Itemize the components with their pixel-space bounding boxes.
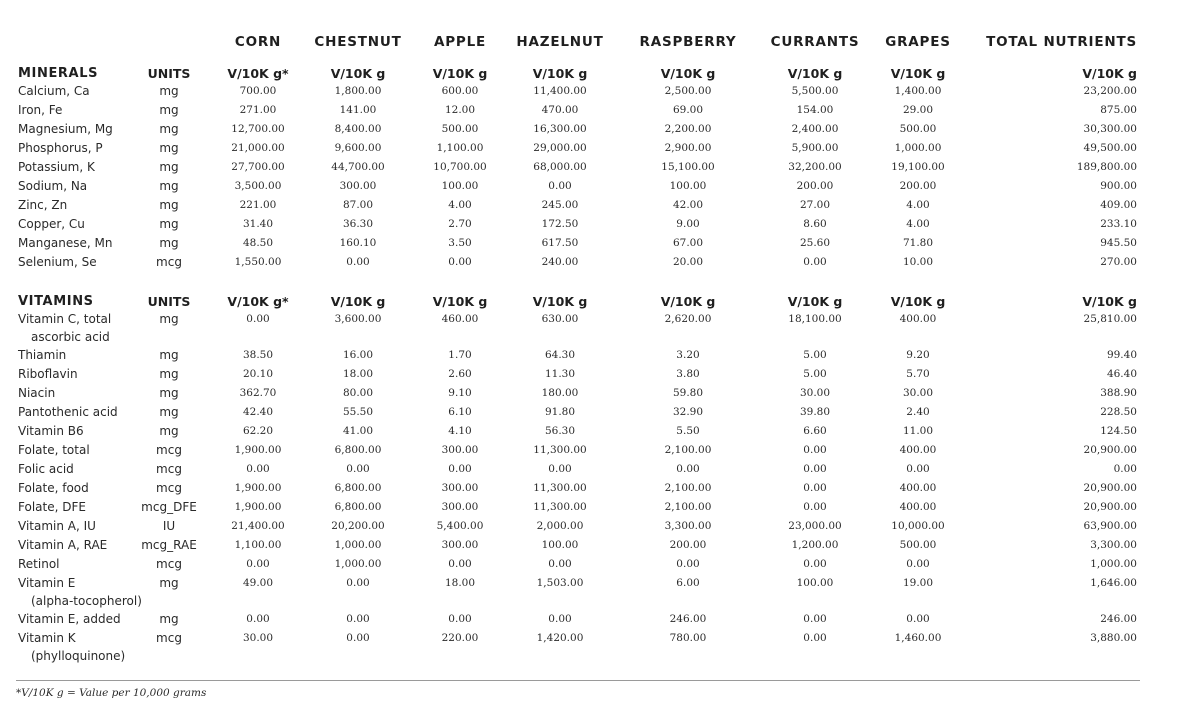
table-cell: 5.50 [676, 425, 700, 437]
row-label: Vitamin B6 [18, 424, 84, 438]
column-unit-label: V/10K g [532, 66, 588, 81]
table-cell: 100.00 [669, 180, 707, 192]
table-cell: 91.80 [544, 406, 576, 418]
table-cell: 1,000.00 [894, 142, 942, 154]
table-cell: 700.00 [239, 85, 277, 97]
table-cell: 1,900.00 [234, 444, 282, 456]
table-cell: 48.50 [242, 237, 274, 249]
table-cell: 42.00 [672, 199, 704, 211]
table-cell: 228.50 [1100, 406, 1137, 418]
table-cell: 2.60 [448, 368, 472, 380]
table-cell: 62.20 [242, 425, 274, 437]
table-cell: 875.00 [1100, 104, 1137, 116]
row-unit: mg [159, 612, 179, 626]
table-cell: 31.40 [242, 218, 274, 230]
column-unit-label: V/10K g [432, 294, 488, 309]
table-cell: 2,400.00 [791, 123, 839, 135]
row-unit: mcg [156, 255, 182, 269]
table-cell: 0.00 [346, 577, 370, 589]
table-cell: 0.00 [803, 501, 827, 513]
table-cell: 20.00 [672, 256, 704, 268]
table-cell: 69.00 [672, 104, 704, 116]
table-cell: 25.60 [799, 237, 831, 249]
table-cell: 0.00 [246, 463, 270, 475]
row-label: Folic acid [18, 462, 74, 476]
row-unit: mg [159, 84, 179, 98]
table-cell: 3,600.00 [334, 313, 382, 325]
row-label: Riboflavin [18, 367, 78, 381]
table-cell: 6,800.00 [334, 482, 382, 494]
table-cell: 18,100.00 [788, 313, 842, 325]
table-cell: 11.00 [902, 425, 934, 437]
table-cell: 4.10 [448, 425, 472, 437]
column-header: GRAPES [885, 34, 951, 50]
table-cell: 0.00 [246, 613, 270, 625]
table-cell: 1,460.00 [894, 632, 942, 644]
column-unit-label: V/10K g [890, 66, 946, 81]
column-unit-label: V/10K g* [227, 294, 289, 309]
table-cell: 0.00 [803, 482, 827, 494]
row-unit: mg [159, 348, 179, 362]
row-unit: mg [159, 386, 179, 400]
table-cell: 15,100.00 [661, 161, 715, 173]
table-cell: 1,000.00 [334, 558, 382, 570]
table-cell: 0.00 [448, 613, 472, 625]
table-cell: 9.00 [676, 218, 700, 230]
table-cell: 124.50 [1100, 425, 1137, 437]
row-unit: mg [159, 424, 179, 438]
table-cell: 200.00 [796, 180, 834, 192]
table-cell: 300.00 [441, 501, 479, 513]
table-cell: 388.90 [1100, 387, 1137, 399]
row-label: Vitamin A, IU [18, 519, 96, 533]
column-unit-label: V/10K g [660, 294, 716, 309]
table-cell: 2,500.00 [664, 85, 712, 97]
table-cell: 3,300.00 [1090, 539, 1137, 551]
table-cell: 0.00 [676, 463, 700, 475]
table-cell: 0.00 [448, 558, 472, 570]
table-cell: 2,100.00 [664, 501, 712, 513]
table-cell: 0.00 [246, 558, 270, 570]
table-cell: 21,000.00 [231, 142, 285, 154]
table-cell: 900.00 [1100, 180, 1137, 192]
table-cell: 16,300.00 [533, 123, 587, 135]
row-label: Zinc, Zn [18, 198, 68, 212]
row-unit: mcg [156, 462, 182, 476]
table-cell: 29,000.00 [533, 142, 587, 154]
row-label: Calcium, Ca [18, 84, 90, 98]
table-cell: 0.00 [803, 463, 827, 475]
table-cell: 100.00 [441, 180, 479, 192]
table-cell: 5,400.00 [436, 520, 484, 532]
column-unit-label: V/10K g [787, 66, 843, 81]
row-label: Vitamin E [18, 576, 76, 590]
row-label: Thiamin [18, 348, 67, 362]
table-cell: 6.00 [676, 577, 700, 589]
row-unit: mg [159, 160, 179, 174]
table-cell: 221.00 [239, 199, 277, 211]
row-label: Magnesium, Mg [18, 122, 113, 136]
row-label: Vitamin A, RAE [18, 538, 108, 552]
row-unit: mg [159, 141, 179, 155]
table-cell: 29.00 [902, 104, 934, 116]
table-cell: 67.00 [672, 237, 704, 249]
table-cell: 56.30 [544, 425, 576, 437]
table-cell: 362.70 [239, 387, 277, 399]
table-cell: 6.60 [803, 425, 827, 437]
row-unit: mcg [156, 443, 182, 457]
column-unit-label: V/10K g [432, 66, 488, 81]
table-cell: 600.00 [441, 85, 479, 97]
table-cell: 180.00 [541, 387, 579, 399]
table-cell: 300.00 [441, 539, 479, 551]
row-label: Selenium, Se [18, 255, 97, 269]
table-cell: 3,880.00 [1090, 632, 1137, 644]
row-unit: mg [159, 179, 179, 193]
table-cell: 409.00 [1100, 199, 1137, 211]
table-cell: 5.00 [803, 368, 827, 380]
table-cell: 460.00 [441, 313, 479, 325]
table-cell: 1,800.00 [334, 85, 382, 97]
row-unit: mg [159, 103, 179, 117]
table-cell: 220.00 [441, 632, 479, 644]
table-cell: 21,400.00 [231, 520, 285, 532]
column-unit-label: V/10K g* [227, 66, 289, 81]
table-cell: 1,900.00 [234, 482, 282, 494]
row-label: Folate, DFE [18, 500, 86, 514]
table-cell: 300.00 [441, 444, 479, 456]
table-cell: 20,200.00 [331, 520, 385, 532]
table-cell: 23,200.00 [1083, 85, 1137, 97]
table-cell: 10.00 [902, 256, 934, 268]
column-unit-label: V/10K g [660, 66, 716, 81]
row-unit: mcg_DFE [141, 500, 197, 514]
row-unit: mg [159, 236, 179, 250]
table-cell: 1,000.00 [1090, 558, 1137, 570]
table-cell: 200.00 [669, 539, 707, 551]
row-label: Iron, Fe [18, 103, 63, 117]
table-cell: 41.00 [342, 425, 374, 437]
table-cell: 20,900.00 [1083, 501, 1137, 513]
table-cell: 10,000.00 [891, 520, 945, 532]
table-cell: 100.00 [541, 539, 579, 551]
table-cell: 4.00 [448, 199, 472, 211]
table-cell: 44,700.00 [331, 161, 385, 173]
row-label: Pantothenic acid [18, 405, 118, 419]
table-cell: 0.00 [548, 180, 572, 192]
column-unit-label: V/10K g [1082, 66, 1137, 81]
table-cell: 5.00 [803, 349, 827, 361]
table-cell: 11,300.00 [533, 501, 587, 513]
table-cell: 5,500.00 [791, 85, 839, 97]
table-cell: 27.00 [799, 199, 831, 211]
table-cell: 271.00 [239, 104, 277, 116]
row-unit: mg [159, 312, 179, 326]
table-cell: 2,200.00 [664, 123, 712, 135]
table-cell: 18.00 [444, 577, 476, 589]
table-cell: 780.00 [669, 632, 707, 644]
table-cell: 6,800.00 [334, 501, 382, 513]
table-cell: 20,900.00 [1083, 444, 1137, 456]
table-cell: 3,300.00 [664, 520, 712, 532]
table-cell: 20.10 [242, 368, 274, 380]
table-cell: 1.70 [448, 349, 472, 361]
row-label: (phylloquinone) [31, 649, 126, 663]
table-cell: 400.00 [899, 482, 937, 494]
table-cell: 0.00 [548, 463, 572, 475]
column-unit-label: V/10K g [532, 294, 588, 309]
table-cell: 11.30 [544, 368, 576, 380]
table-cell: 400.00 [899, 501, 937, 513]
table-cell: 1,100.00 [436, 142, 484, 154]
table-cell: 245.00 [541, 199, 579, 211]
table-cell: 38.50 [242, 349, 274, 361]
row-label: Vitamin K [18, 631, 76, 645]
footnote-divider [16, 680, 1140, 681]
row-label: Retinol [18, 557, 60, 571]
table-cell: 30.00 [799, 387, 831, 399]
column-header: CORN [234, 34, 282, 50]
table-cell: 1,900.00 [234, 501, 282, 513]
table-cell: 23,000.00 [788, 520, 842, 532]
table-cell: 1,420.00 [536, 632, 584, 644]
table-cell: 233.10 [1100, 218, 1137, 230]
table-cell: 55.50 [342, 406, 374, 418]
column-unit-label: V/10K g [1082, 294, 1137, 309]
column-header: HAZELNUT [516, 34, 604, 50]
table-cell: 11,400.00 [533, 85, 587, 97]
table-cell: 0.00 [803, 632, 827, 644]
table-cell: 100.00 [796, 577, 834, 589]
column-unit-label: V/10K g [330, 294, 386, 309]
table-cell: 27,700.00 [231, 161, 285, 173]
table-cell: 11,300.00 [533, 444, 587, 456]
units-heading: UNITS [147, 294, 191, 309]
column-unit-label: V/10K g [330, 66, 386, 81]
table-cell: 0.00 [246, 313, 270, 325]
row-unit: mcg [156, 481, 182, 495]
row-unit: mg [159, 198, 179, 212]
table-cell: 154.00 [796, 104, 834, 116]
table-cell: 64.30 [544, 349, 576, 361]
row-unit: mcg [156, 631, 182, 645]
table-cell: 630.00 [541, 313, 579, 325]
table-cell: 19.00 [902, 577, 934, 589]
table-cell: 3.50 [448, 237, 472, 249]
table-cell: 10,700.00 [433, 161, 487, 173]
table-cell: 500.00 [899, 123, 937, 135]
table-cell: 246.00 [669, 613, 707, 625]
column-header: APPLE [433, 34, 487, 50]
table-cell: 270.00 [1100, 256, 1137, 268]
table-cell: 189,800.00 [1076, 161, 1137, 173]
table-cell: 1,646.00 [1090, 577, 1137, 589]
table-cell: 25,810.00 [1083, 313, 1137, 325]
row-unit: mg [159, 576, 179, 590]
column-header: CURRANTS [770, 34, 860, 50]
column-unit-label: V/10K g [890, 294, 946, 309]
table-cell: 246.00 [1100, 613, 1137, 625]
table-cell: 0.00 [346, 463, 370, 475]
table-cell: 63,900.00 [1083, 520, 1137, 532]
row-unit: mg [159, 405, 179, 419]
column-unit-label: V/10K g [787, 294, 843, 309]
table-cell: 0.00 [1113, 463, 1137, 475]
table-cell: 9.20 [906, 349, 930, 361]
table-cell: 300.00 [441, 482, 479, 494]
table-cell: 500.00 [899, 539, 937, 551]
table-cell: 32.90 [672, 406, 704, 418]
column-header: RASPBERRY [639, 34, 737, 50]
table-cell: 400.00 [899, 313, 937, 325]
table-cell: 30.00 [242, 632, 274, 644]
column-header: TOTAL NUTRIENTS [986, 34, 1137, 50]
table-cell: 2,900.00 [664, 142, 712, 154]
table-cell: 2.70 [448, 218, 472, 230]
table-cell: 39.80 [799, 406, 831, 418]
row-label: Potassium, K [18, 160, 95, 174]
table-cell: 0.00 [346, 613, 370, 625]
table-cell: 5.70 [906, 368, 930, 380]
row-label: Vitamin E, added [18, 612, 121, 626]
table-cell: 2,100.00 [664, 444, 712, 456]
row-unit: mg [159, 217, 179, 231]
table-cell: 240.00 [541, 256, 579, 268]
row-unit: IU [162, 519, 176, 533]
table-cell: 0.00 [548, 558, 572, 570]
table-cell: 5,900.00 [791, 142, 839, 154]
table-cell: 46.40 [1106, 368, 1137, 380]
table-cell: 8,400.00 [334, 123, 382, 135]
table-cell: 18.00 [342, 368, 374, 380]
table-cell: 1,100.00 [234, 539, 282, 551]
table-cell: 9.10 [448, 387, 472, 399]
row-unit: mg [159, 122, 179, 136]
table-cell: 9,600.00 [334, 142, 382, 154]
row-label: Folate, total [18, 443, 90, 457]
table-cell: 11,300.00 [533, 482, 587, 494]
table-cell: 1,503.00 [536, 577, 584, 589]
table-cell: 32,200.00 [788, 161, 842, 173]
table-cell: 0.00 [803, 613, 827, 625]
table-cell: 36.30 [342, 218, 374, 230]
table-cell: 470.00 [541, 104, 579, 116]
table-cell: 4.00 [906, 199, 930, 211]
table-cell: 12.00 [444, 104, 476, 116]
table-cell: 6.10 [448, 406, 472, 418]
table-cell: 2,100.00 [664, 482, 712, 494]
table-cell: 3.80 [676, 368, 700, 380]
table-cell: 0.00 [448, 256, 472, 268]
row-unit: mcg [156, 557, 182, 571]
table-cell: 300.00 [339, 180, 377, 192]
table-cell: 30,300.00 [1083, 123, 1137, 135]
table-cell: 19,100.00 [891, 161, 945, 173]
table-cell: 0.00 [676, 558, 700, 570]
table-cell: 0.00 [906, 613, 930, 625]
table-cell: 160.10 [339, 237, 377, 249]
table-cell: 6,800.00 [334, 444, 382, 456]
table-cell: 617.50 [541, 237, 579, 249]
table-cell: 1,550.00 [234, 256, 282, 268]
table-cell: 71.80 [902, 237, 934, 249]
row-unit: mg [159, 367, 179, 381]
section-heading: MINERALS [18, 66, 99, 81]
table-cell: 2,000.00 [536, 520, 584, 532]
table-cell: 68,000.00 [533, 161, 587, 173]
units-heading: UNITS [147, 66, 191, 81]
row-label: Copper, Cu [18, 217, 85, 231]
table-cell: 49.00 [242, 577, 274, 589]
table-cell: 141.00 [339, 104, 377, 116]
section-heading: VITAMINS [18, 294, 94, 309]
table-cell: 49,500.00 [1083, 142, 1137, 154]
table-cell: 0.00 [346, 632, 370, 644]
table-cell: 99.40 [1106, 349, 1137, 361]
column-header: CHESTNUT [314, 34, 402, 50]
table-cell: 20,900.00 [1083, 482, 1137, 494]
table-cell: 945.50 [1100, 237, 1137, 249]
table-cell: 3,500.00 [234, 180, 282, 192]
row-label: Phosphorus, P [18, 141, 103, 155]
row-label: Folate, food [18, 481, 89, 495]
row-label: ascorbic acid [31, 330, 110, 344]
table-cell: 1,000.00 [334, 539, 382, 551]
table-cell: 200.00 [899, 180, 937, 192]
table-cell: 1,200.00 [791, 539, 839, 551]
row-label: Niacin [18, 386, 56, 400]
footnote: *V/10K g = Value per 10,000 grams [16, 687, 207, 699]
table-cell: 42.40 [242, 406, 274, 418]
row-label: Vitamin C, total [18, 312, 112, 326]
row-label: (alpha-tocopherol) [31, 594, 142, 608]
table-cell: 4.00 [906, 218, 930, 230]
table-cell: 59.80 [672, 387, 704, 399]
table-cell: 80.00 [342, 387, 374, 399]
table-cell: 12,700.00 [231, 123, 285, 135]
table-cell: 2,620.00 [664, 313, 712, 325]
table-cell: 87.00 [342, 199, 374, 211]
table-cell: 400.00 [899, 444, 937, 456]
table-cell: 0.00 [803, 558, 827, 570]
row-unit: mcg_RAE [141, 538, 197, 552]
table-cell: 0.00 [803, 256, 827, 268]
table-cell: 3.20 [676, 349, 700, 361]
table-cell: 1,400.00 [894, 85, 942, 97]
table-cell: 172.50 [541, 218, 579, 230]
table-cell: 2.40 [906, 406, 930, 418]
table-cell: 30.00 [902, 387, 934, 399]
table-cell: 0.00 [548, 613, 572, 625]
table-cell: 0.00 [906, 558, 930, 570]
table-cell: 0.00 [803, 444, 827, 456]
row-label: Sodium, Na [18, 179, 88, 193]
table-cell: 16.00 [342, 349, 374, 361]
row-label: Manganese, Mn [18, 236, 113, 250]
table-cell: 500.00 [441, 123, 479, 135]
table-cell: 0.00 [346, 256, 370, 268]
table-cell: 0.00 [906, 463, 930, 475]
table-cell: 8.60 [803, 218, 827, 230]
table-cell: 0.00 [448, 463, 472, 475]
